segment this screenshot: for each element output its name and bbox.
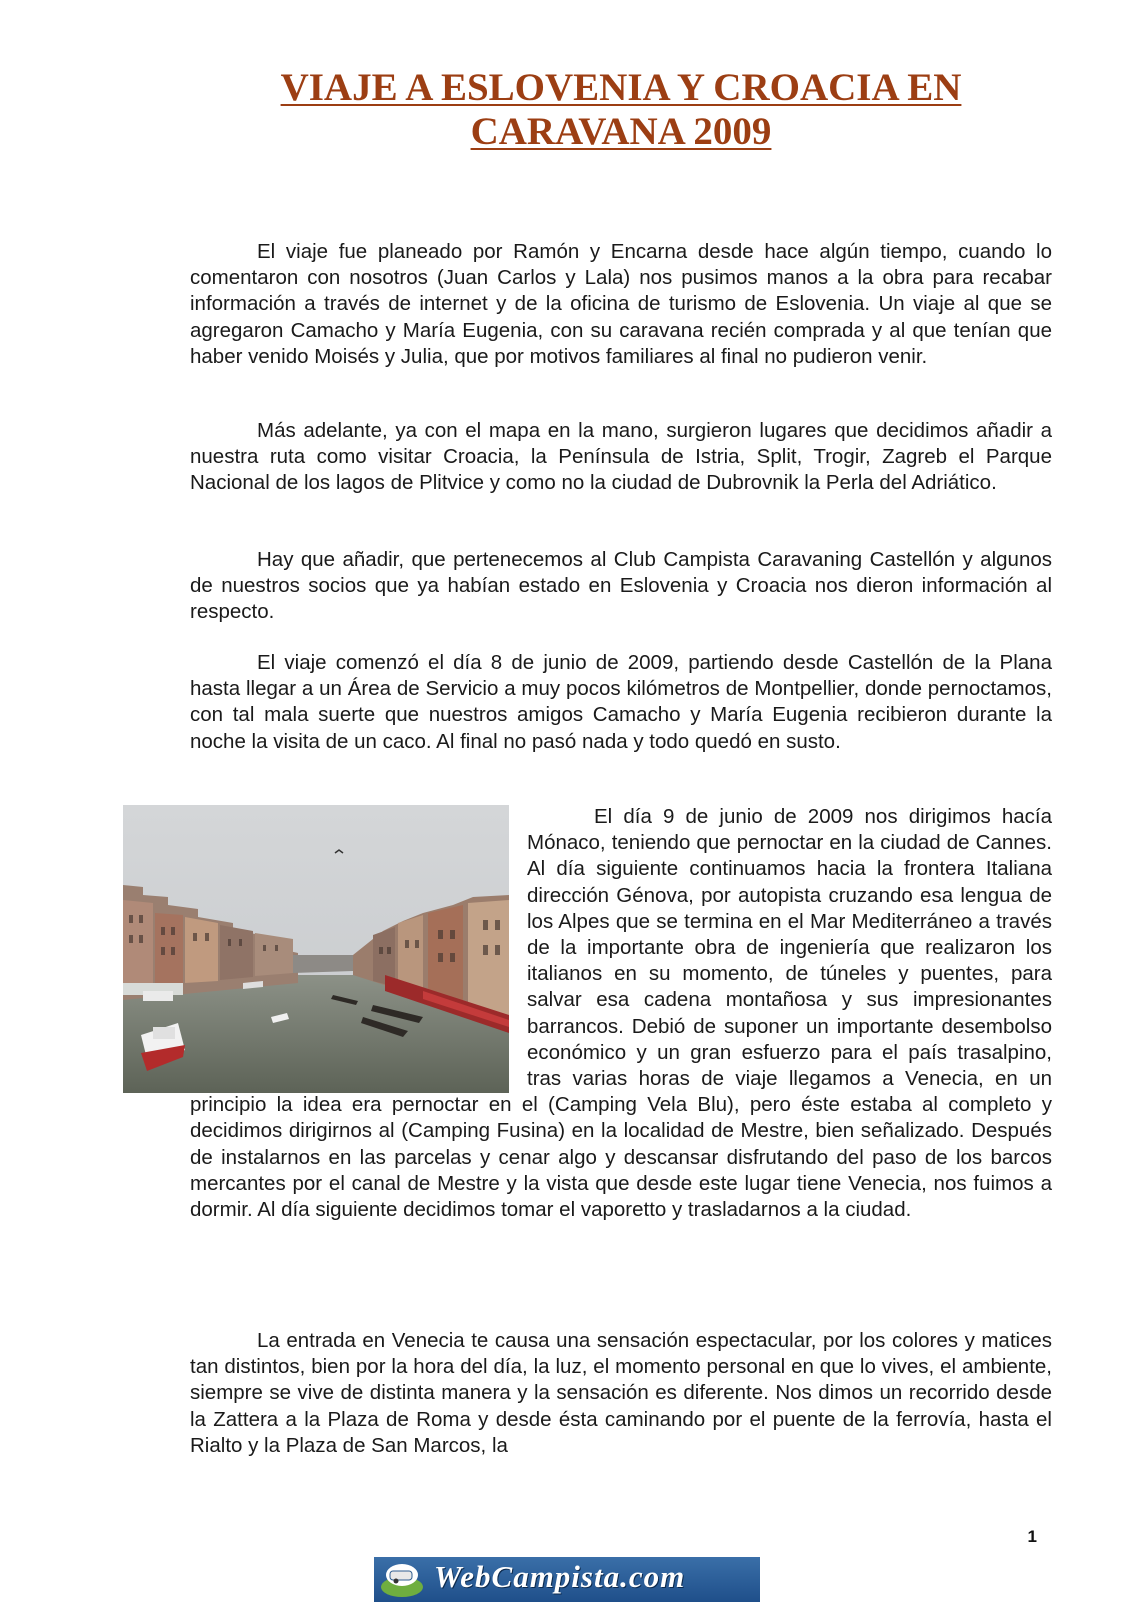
caravan-logo-icon: [380, 1561, 424, 1599]
document-title: VIAJE A ESLOVENIA Y CROACIA EN CARAVANA 2009: [280, 66, 962, 153]
paragraph-6: La entrada en Venecia te causa una sensación espectacular, por los colores y matices tan distintos, bien por la hora del día, la luz, el momento personal en que lo vives, el ambiente, siempre se vive de distinta manera y la sensación es diferente. Nos dimos un recorrido desde la Zattera a la Plaza de Roma y desde ésta caminando por el puente de la ferrovía, hasta el Rialto y la Plaza de San Marcos, la: [190, 1329, 1052, 1457]
paragraph-4: El viaje comenzó el día 8 de junio de 2009, partiendo desde Castellón de la Plana hasta llegar a un Área de Servicio a muy pocos kilómetros de Montpellier, donde pernoctamos, con tal mala suerte que nuestros amigos Camacho y María Eugenia recibieron durante la noche la visita de un caco. Al final no pasó nada y todo quedó en susto.: [190, 651, 1052, 753]
paragraph-3: Hay que añadir, que pertenecemos al Club Campista Caravaning Castellón y algunos de nuestros socios que ya habían estado en Eslovenia y Croacia nos dieron información al respecto.: [190, 548, 1052, 624]
paragraph-5-text: El día 9 de junio de 2009 nos dirigimos hacía Mónaco, teniendo que pernoctar en la ciudad de Cannes. Al día siguiente continuamos hacia la frontera Italiana dirección Génova, por autopista cruzando esa lengua de los Alpes que se termina en el Mar Mediterráneo a través de la importante obra de ingeniería que realizaron los italianos en su momento, de túneles y puentes, para salvar esa cadena montañosa y sus impresionantes barrancos. Debió de suponer un importante desembolso económico y un gran esfuerzo para el país trasalpino, tras varias horas de viaje llegamos a Venecia, en un principio la idea era pernoctar en el (Camping Vela Blu), pero éste estaba al completo y decidimos dirigirnos al (Camping Fusina) en la localidad de Mestre, bien señalizado. Después de instalarnos en las parcelas y cenar algo y descansar disfrutando del paso de los barcos mercantes por el canal de Mestre y la vista que desde este lugar tiene Venecia, nos fuimos a dormir. Al día siguiente decidimos tomar el vaporetto y trasladarnos a la ciudad.: [190, 805, 1052, 1222]
venice-grand-canal-photo: [123, 805, 509, 1093]
paragraph-5-with-photo: [190, 804, 1052, 1223]
paragraph-1: El viaje fue planeado por Ramón y Encarna desde hace algún tiempo, cuando lo comentaron con nosotros (Juan Carlos y Lala) nos pusimos manos a la obra para recabar información a través de internet y de la oficina de turismo de Eslovenia. Un viaje al que se agregaron Camacho y María Eugenia, con su caravana recién comprada y al que tenían que haber venido Moisés y Julia, que por motivos familiares al final no pudieron venir.: [190, 240, 1052, 368]
webcampista-footer-banner: [374, 1557, 760, 1602]
page-number: 1: [1027, 1527, 1037, 1546]
webcampista-logo-text: WebCampista.com: [434, 1559, 686, 1594]
paragraph-2: Más adelante, ya con el mapa en la mano, surgieron lugares que decidimos añadir a nuestra ruta como visitar Croacia, la Península de Istria, Split, Trogir, Zagreb el Parque Nacional de los lagos de Plitvice y como no la ciudad de Dubrovnik la Perla del Adriático.: [190, 419, 1052, 495]
